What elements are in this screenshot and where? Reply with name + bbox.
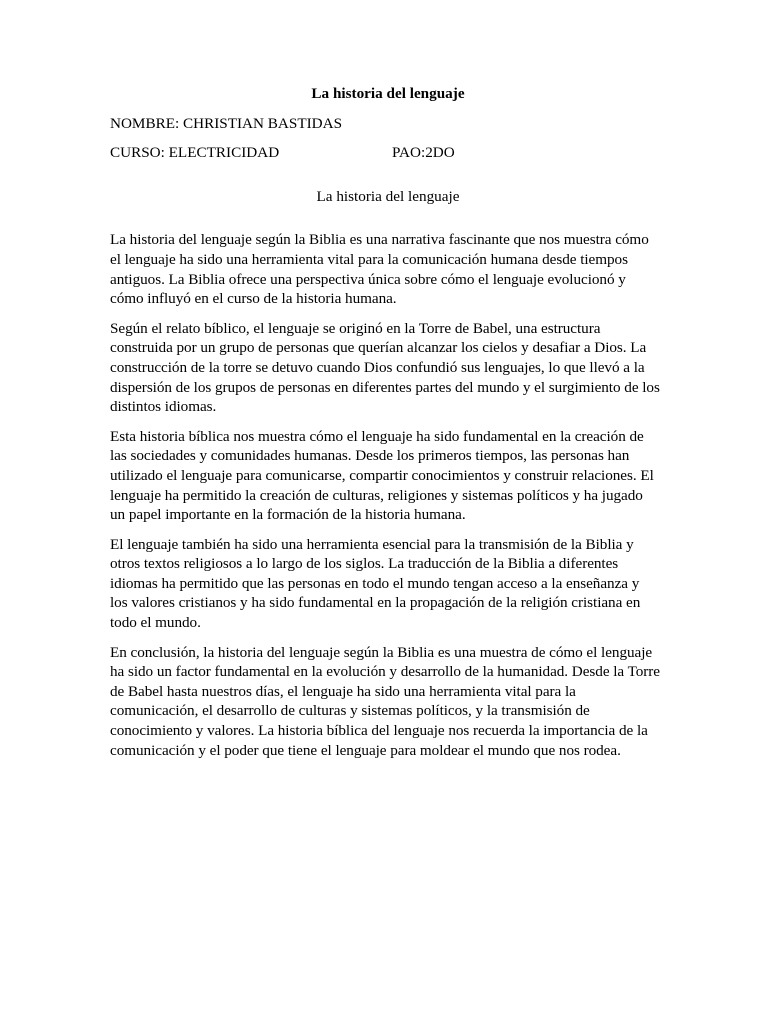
course-label: CURSO: ELECTRICIDAD: [110, 144, 280, 162]
section-title: La historia del lenguaje: [316, 187, 460, 205]
document-body: [110, 84, 660, 770]
paragraph-intro: La historia del lenguaje según la Biblia es una narrativa fascinante que nos muestra cómo el lenguaje ha sido una herramienta vital para la comunicación humana desde tiempos antiguos. La Biblia ofrece una perspectiva única sobre cómo el lenguaje evolucionó y cómo influyó en el curso de la historia humana.: [110, 231, 649, 308]
paragraph-conclusion: En conclusión, la historia del lenguaje según la Biblia es una muestra de cómo el lenguaje ha sido un factor fundamental en la evolución y desarrollo de la humanidad. Desde la Torre de Babel hasta nuestros días, el lenguaje ha sido una herramienta vital para la comunicación, el desarrollo de culturas y sistemas políticos, y la transmisión de conocimiento y valores. La historia bíblica del lenguaje nos recuerda la importancia de la comunicación y el poder que tiene el lenguaje para moldear el mundo que nos rodea.: [110, 643, 660, 759]
student-name: NOMBRE: CHRISTIAN BASTIDAS: [110, 114, 343, 132]
level-label: PAO:2DO: [392, 144, 455, 162]
paragraph-transmission: El lenguaje también ha sido una herramienta esencial para la transmisión de la Biblia y otros textos religiosos a lo largo de los siglos. La traducción de la Biblia a diferentes idiomas ha permitido que las personas en todo el mundo tengan acceso a la enseñanza y los valores cristianos y ha sido fundamental en la propagación de la religión cristiana en todo el mundo.: [110, 535, 641, 632]
paragraph-societies: Esta historia bíblica nos muestra cómo el lenguaje ha sido fundamental en la creación de las sociedades y comunidades humanas. Desde los primeros tiempos, las personas han utilizado el lenguaje para comunicarse, compartir conocimientos y construir relaciones. El lenguaje ha permitido la creación de culturas, religiones y sistemas políticos y ha jugado un papel importante en la formación de la historia humana.: [110, 427, 654, 524]
document-title: La historia del lenguaje: [311, 85, 465, 102]
paragraph-babel: Según el relato bíblico, el lenguaje se originó en la Torre de Babel, una estructura construida por un grupo de personas que querían alcanzar los cielos y desafiar a Dios. La construcción de la torre se detuvo cuando Dios confundió sus lenguajes, lo que llevó a la dispersión de los grupos de personas en diferentes partes del mundo y el surgimiento de los distintos idiomas.: [110, 319, 660, 416]
course-line: [110, 143, 660, 163]
